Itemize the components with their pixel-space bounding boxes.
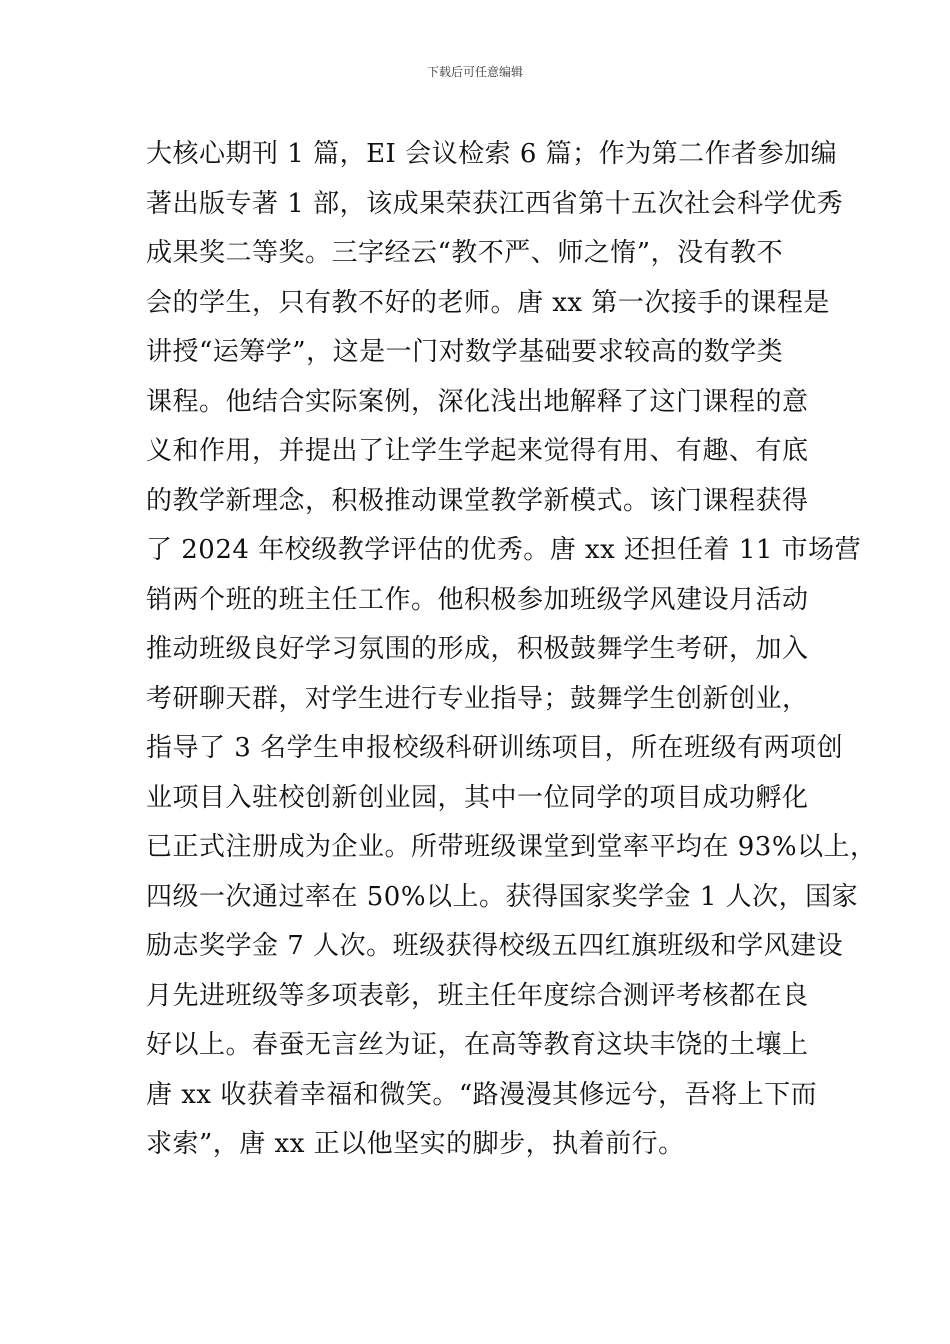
body-line: 讲授“运筹学”，这是一门对数学基础要求较高的数学类 bbox=[146, 337, 784, 367]
body-line: 指导了 3 名学生申报校级科研训练项目，所在班级有两项创 bbox=[146, 733, 844, 763]
body-line: 会的学生，只有教不好的老师。唐 xx 第一次接手的课程是 bbox=[146, 287, 830, 318]
body-line: 销两个班的班主任工作。他积极参加班级学风建设月活动 bbox=[146, 584, 809, 615]
body-line: 义和作用，并提出了让学生学起来觉得有用、有趣、有底 bbox=[146, 436, 809, 466]
body-line: 求索”，唐 xx 正以他坚实的脚步，执着前行。 bbox=[146, 1129, 685, 1159]
body-line: 好以上。春蚕无言丝为证，在高等教育这块丰饶的土壤上 bbox=[146, 1030, 809, 1060]
body-line: 了 2024 年校级教学评估的优秀。唐 xx 还担任着 11 市场营 bbox=[146, 535, 862, 565]
body-line: 唐 xx 收获着幸福和微笑。“路漫漫其修远兮，吾将上下而 bbox=[146, 1079, 818, 1110]
body-line: 成果奖二等奖。三字经云“教不严、师之惰”，没有教不 bbox=[146, 238, 784, 268]
body-line: 考研聊天群，对学生进行专业指导；鼓舞学生创新创业， bbox=[146, 683, 809, 714]
body-line: 业项目入驻校创新创业园，其中一位同学的项目成功孵化 bbox=[146, 782, 809, 813]
body-line: 励志奖学金 7 人次。班级获得校级五四红旗班级和学风建设 bbox=[146, 931, 844, 961]
body-line: 已正式注册成为企业。所带班级课堂到堂率平均在 93%以上， bbox=[146, 832, 877, 862]
body-line: 推动班级良好学习氛围的形成，积极鼓舞学生考研，加入 bbox=[146, 634, 809, 664]
page-header: 下载后可任意编辑 bbox=[426, 65, 523, 79]
body-line: 四级一次通过率在 50%以上。获得国家奖学金 1 人次，国家 bbox=[146, 881, 859, 912]
body-line: 著出版专著 1 部，该成果荣获江西省第十五次社会科学优秀 bbox=[146, 188, 844, 219]
body-line: 大核心期刊 1 篇，EI 会议检索 6 篇；作为第二作者参加编 bbox=[146, 139, 838, 169]
document-body bbox=[146, 130, 877, 1170]
body-line: 的教学新理念，积极推动课堂教学新模式。该门课程获得 bbox=[146, 485, 809, 516]
body-line: 课程。他结合实际案例，深化浅出地解释了这门课程的意 bbox=[146, 386, 809, 417]
body-line: 月先进班级等多项表彰，班主任年度综合测评考核都在良 bbox=[146, 980, 809, 1011]
